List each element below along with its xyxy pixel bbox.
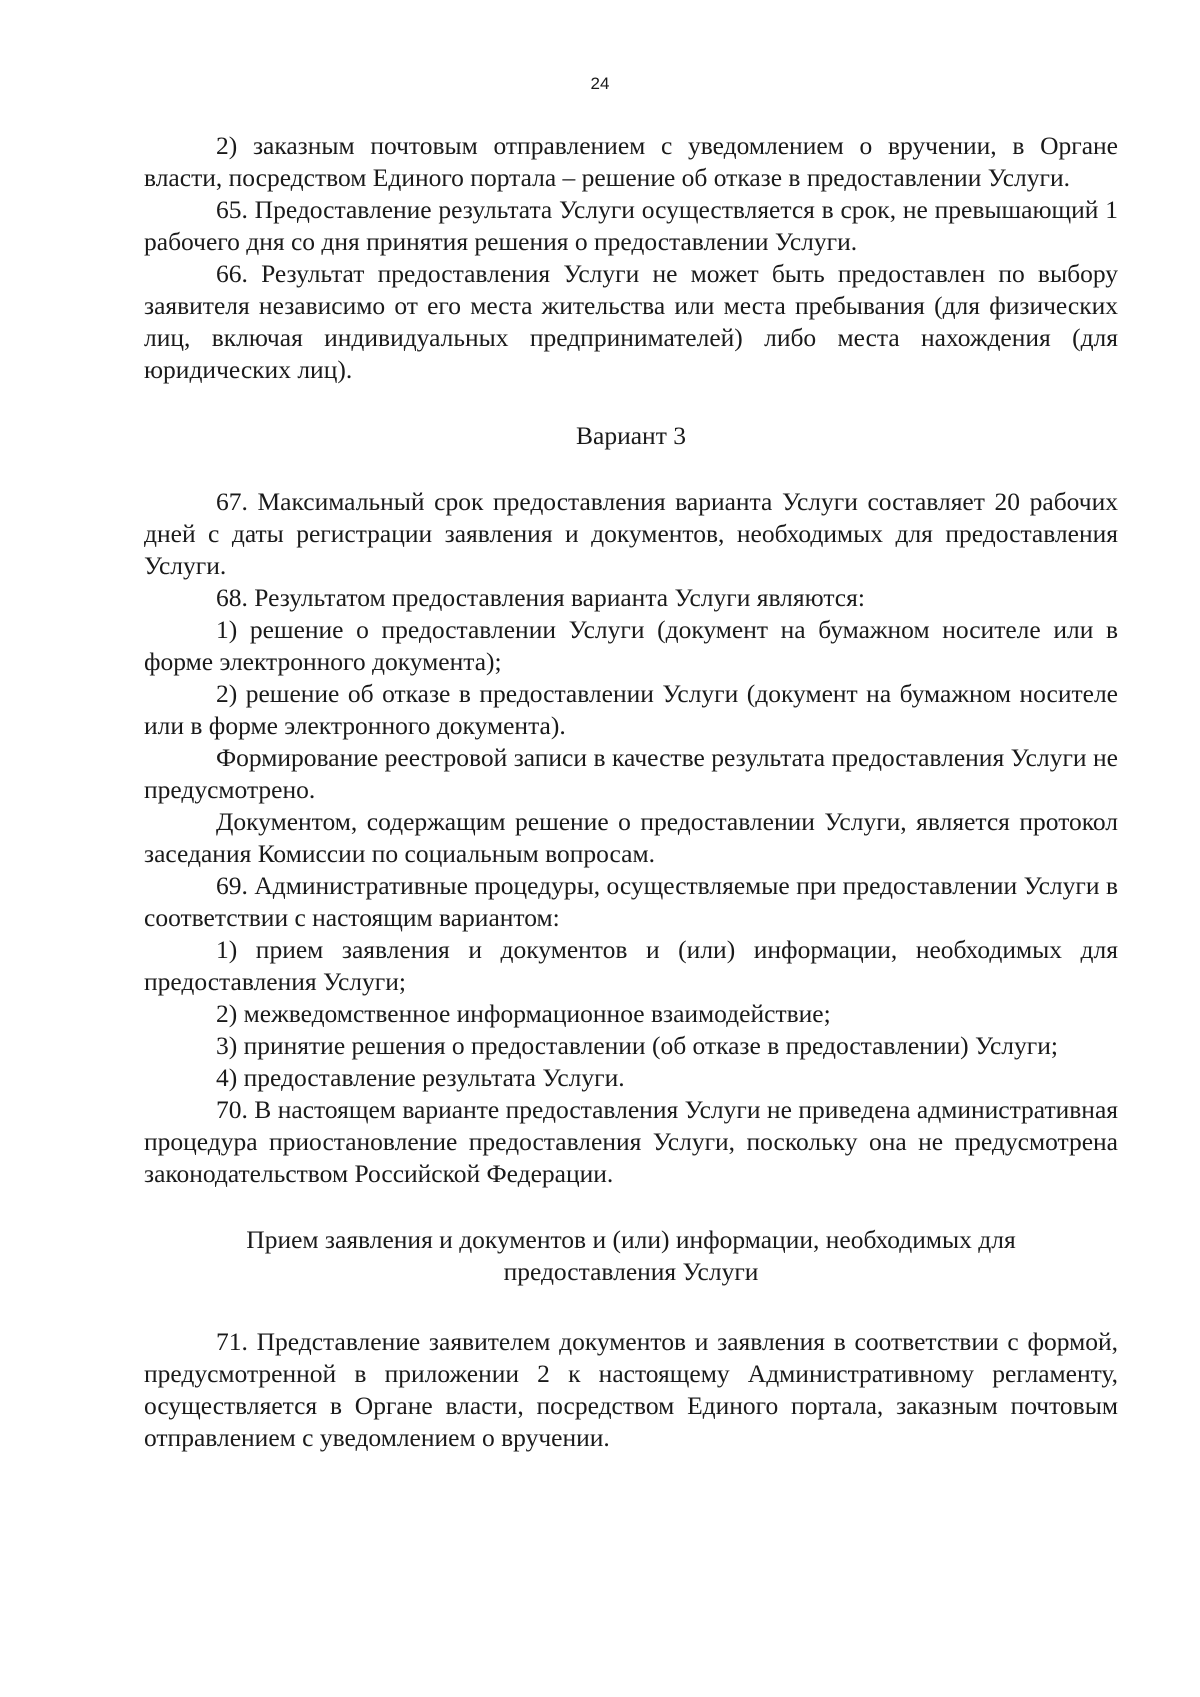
list-item-69-3: 3) принятие решения о предоставлении (об отказе в предоставлении) Услуги; [216, 1031, 1058, 1060]
list-item-69-2: 2) межведомственное информационное взаимодействие; [216, 999, 831, 1028]
list-item-69-4: 4) предоставление результата Услуги. [216, 1063, 625, 1092]
page-number: 24 [590, 74, 610, 93]
paragraph-68: 68. Результатом предоставления варианта Услуги являются: [216, 583, 865, 612]
paragraph-registry-record: Формирование реестровой записи в качестве результата предоставления Услуги не предусмотрено. [144, 743, 1118, 804]
document-body [144, 130, 1118, 1454]
paragraph-66: 66. Результат предоставления Услуги не может быть предоставлен по выбору заявителя независимо от его места жительства или места пребывания (для физических лиц, включая индивидуальных предпринимателей) либо места нахождения (для юридических лиц). [144, 259, 1118, 384]
paragraph-67: 67. Максимальный срок предоставления варианта Услуги составляет 20 рабочих дней с даты регистрации заявления и документов, необходимых для предоставления Услуги. [144, 487, 1118, 580]
paragraph-71: 71. Представление заявителем документов и заявления в соответствии с формой, предусмотренной в приложении 2 к настоящему Административному регламенту, осуществляется в Органе власти, посредством Единого портала, заказным почтовым отправлением с уведомлением о вручении. [144, 1327, 1118, 1452]
paragraph-65: 65. Предоставление результата Услуги осуществляется в срок, не превышающий 1 рабочего дня со дня принятия решения о предоставлении Услуги. [144, 195, 1118, 256]
list-item-68-2: 2) решение об отказе в предоставлении Услуги (документ на бумажном носителе или в форме электронного документа). [144, 679, 1118, 740]
paragraph-69: 69. Административные процедуры, осуществляемые при предоставлении Услуги в соответствии с настоящим вариантом: [144, 871, 1118, 932]
paragraph-70: 70. В настоящем варианте предоставления Услуги не приведена административная процедура приостановление предоставления Услуги, поскольку она не предусмотрена законодательством Российской Федерации. [144, 1095, 1118, 1188]
section-heading-line-2: предоставления Услуги [503, 1257, 759, 1286]
section-heading-application-intake [144, 1224, 1118, 1288]
list-item-68-1: 1) решение о предоставлении Услуги (документ на бумажном носителе или в форме электронного документа); [144, 615, 1118, 676]
list-item-69-1: 1) прием заявления и документов и (или) информации, необходимых для предоставления Услуги; [144, 935, 1118, 996]
section-heading-variant-3: Вариант 3 [576, 421, 686, 450]
paragraph-decision-document: Документом, содержащим решение о предоставлении Услуги, является протокол заседания Комиссии по социальным вопросам. [144, 807, 1118, 868]
paragraph-delivery-method: 2) заказным почтовым отправлением с уведомлением о вручении, в Органе власти, посредством Единого портала – решение об отказе в предоставлении Услуги. [144, 131, 1118, 192]
section-heading-line-1: Прием заявления и документов и (или) информации, необходимых для [246, 1225, 1016, 1254]
